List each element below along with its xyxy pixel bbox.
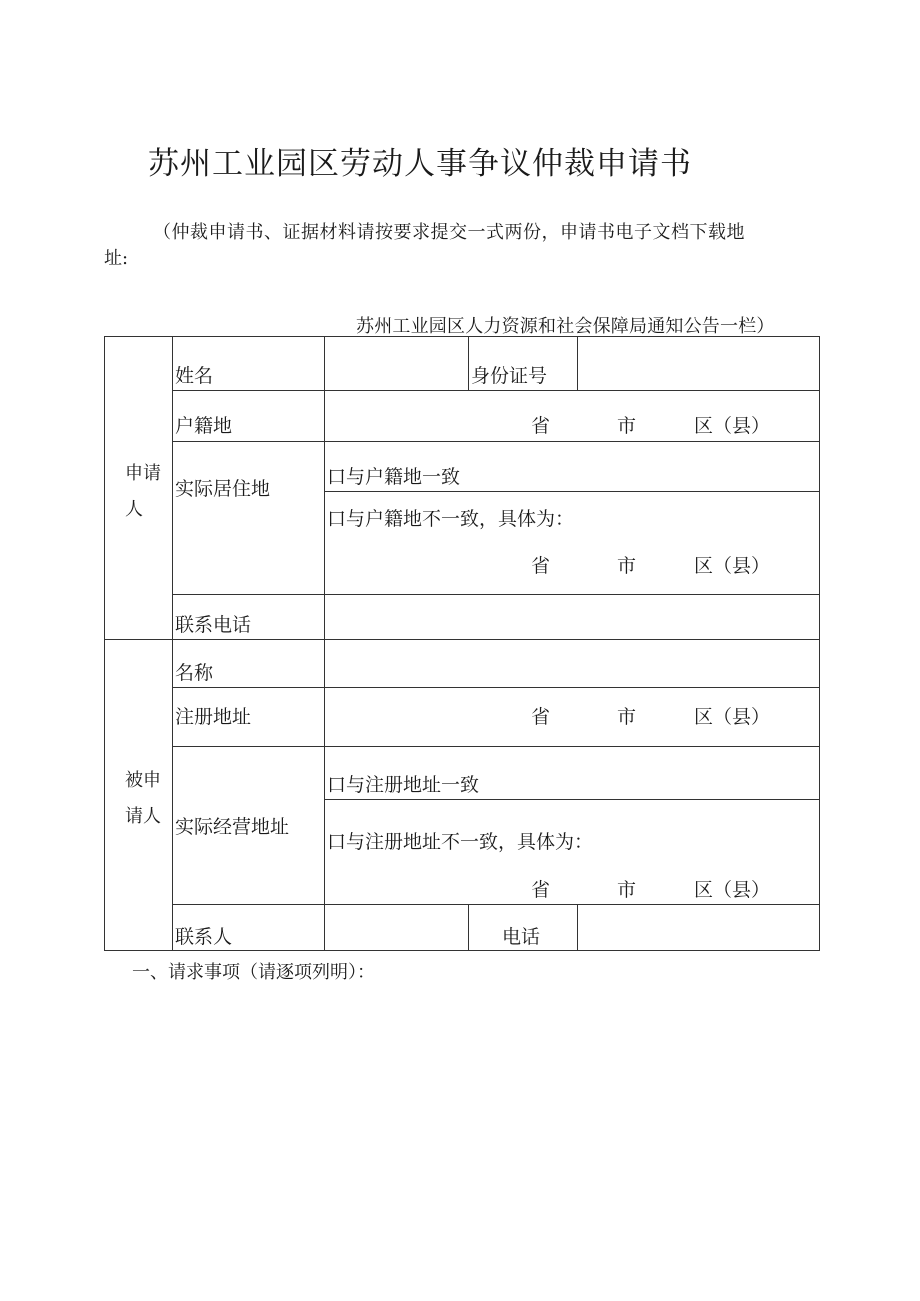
row-divider (172, 687, 820, 688)
respondent-biz-address-label: 实际经营地址 (175, 816, 290, 838)
applicant-section-label: 人 (125, 499, 143, 520)
district-label: 区（县） (694, 415, 771, 437)
applicant-id-label: 身份证号 (471, 365, 548, 387)
applicant-id-field[interactable] (578, 337, 820, 390)
city-label: 市 (617, 706, 637, 728)
respondent-contact-label: 联系人 (175, 926, 233, 948)
province-label: 省 (531, 879, 551, 901)
row-divider (172, 746, 820, 747)
applicant-name-field[interactable] (325, 337, 468, 390)
respondent-reg-address-label: 注册地址 (175, 706, 252, 728)
column-divider (468, 337, 469, 390)
district-label: 区（县） (694, 706, 771, 728)
applicant-name-label: 姓名 (175, 365, 214, 387)
applicant-residence-label: 实际居住地 (175, 478, 271, 500)
respondent-tel-label: 电话 (502, 926, 541, 948)
province-label: 省 (531, 415, 551, 437)
district-label: 区（县） (694, 555, 771, 577)
instruction-note-line3: 苏州工业园区人力资源和社会保障局通知公告一栏） (356, 316, 775, 337)
province-label: 省 (531, 555, 551, 577)
row-divider (172, 390, 820, 391)
instruction-note-line1: （仲裁申请书、证据材料请按要求提交一式两份，申请书电子文档下载地 (153, 222, 745, 243)
respondent-section-label: 请人 (125, 806, 161, 827)
city-label: 市 (617, 879, 637, 901)
district-label: 区（县） (694, 879, 771, 901)
column-divider (172, 337, 173, 951)
biz-address-different-checkbox[interactable]: 口与注册地址不一致，具体为： (327, 831, 594, 853)
applicant-section-label: 申请 (125, 463, 161, 484)
column-divider (468, 904, 469, 951)
respondent-name-field[interactable] (325, 640, 820, 687)
application-form-table (104, 336, 820, 951)
applicant-phone-label: 联系电话 (175, 614, 252, 636)
province-label: 省 (531, 706, 551, 728)
biz-address-same-checkbox[interactable]: 口与注册地址一致 (327, 774, 480, 796)
city-label: 市 (617, 415, 637, 437)
instruction-note-line2: 址: (104, 248, 129, 269)
residence-different-checkbox[interactable]: 口与户籍地不一致，具体为： (327, 508, 575, 530)
page-title: 苏州工业园区劳动人事争议仲裁申请书 (148, 146, 692, 182)
applicant-hukou-label: 户籍地 (175, 415, 233, 437)
applicant-phone-field[interactable] (325, 595, 820, 639)
respondent-name-label: 名称 (175, 662, 214, 684)
residence-same-checkbox[interactable]: 口与户籍地一致 (327, 466, 461, 488)
row-divider (172, 441, 820, 442)
row-divider (324, 491, 820, 492)
respondent-contact-field[interactable] (325, 905, 468, 951)
claims-section-heading: 一、请求事项（请逐项列明）： (132, 962, 375, 983)
respondent-section-label: 被申 (125, 770, 161, 791)
row-divider (324, 799, 820, 800)
respondent-tel-field[interactable] (578, 905, 820, 951)
city-label: 市 (617, 555, 637, 577)
